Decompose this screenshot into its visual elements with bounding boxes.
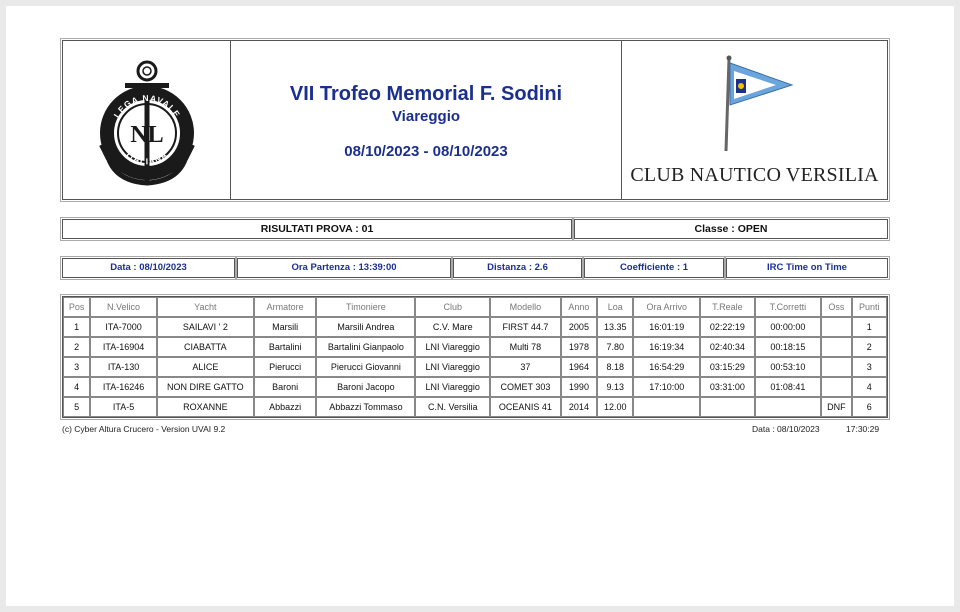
table-cell: 1978 xyxy=(561,337,597,357)
column-header: Punti xyxy=(852,297,887,317)
table-cell xyxy=(755,397,822,417)
table-cell xyxy=(700,397,755,417)
event-title-cell xyxy=(231,41,622,199)
table-cell: SAILAVI ' 2 xyxy=(157,317,254,337)
software-credit: (c) Cyber Altura Crucero - Version UVAI 9.2 xyxy=(62,424,226,434)
race-date: Data : 08/10/2023 xyxy=(62,258,235,278)
table-row xyxy=(63,317,887,337)
table-cell: Abbazzi Tommaso xyxy=(316,397,415,417)
table-row xyxy=(63,337,887,357)
column-header: T.Reale xyxy=(700,297,755,317)
table-cell: ITA-5 xyxy=(90,397,157,417)
table-cell: 1 xyxy=(63,317,90,337)
pennant-flag-icon xyxy=(622,41,887,159)
event-dates: 08/10/2023 - 08/10/2023 xyxy=(344,143,508,160)
svg-text:ITALIANA: ITALIANA xyxy=(124,149,170,167)
column-header: T.Corretti xyxy=(755,297,822,317)
table-cell xyxy=(821,337,851,357)
table-cell: 13.35 xyxy=(597,317,633,337)
table-row xyxy=(63,357,887,377)
table-cell: LNI Viareggio xyxy=(415,337,490,357)
table-cell: 02:40:34 xyxy=(700,337,755,357)
rating-system: IRC Time on Time xyxy=(726,258,888,278)
table-cell: Pierucci xyxy=(254,357,317,377)
print-date: Data : 08/10/2023 xyxy=(752,424,820,434)
table-row xyxy=(63,397,887,417)
column-header: Oss xyxy=(821,297,851,317)
table-cell: 3 xyxy=(63,357,90,377)
table-cell: CIABATTA xyxy=(157,337,254,357)
table-cell: Marsili Andrea xyxy=(316,317,415,337)
print-time: 17:30:29 xyxy=(846,424,880,434)
table-cell xyxy=(821,317,851,337)
table-cell: Pierucci Giovanni xyxy=(316,357,415,377)
table-cell: Baroni Jacopo xyxy=(316,377,415,397)
column-header: Loa xyxy=(597,297,633,317)
table-cell: 00:00:00 xyxy=(755,317,822,337)
table-cell: 02:22:19 xyxy=(700,317,755,337)
svg-text:LEGA NAVALE: LEGA NAVALE xyxy=(111,92,183,120)
table-cell: 2 xyxy=(852,337,887,357)
table-cell: LNI Viareggio xyxy=(415,357,490,377)
table-cell: ITA-130 xyxy=(90,357,157,377)
table-cell: 7.80 xyxy=(597,337,633,357)
table-cell: 01:08:41 xyxy=(755,377,822,397)
results-table xyxy=(62,296,888,418)
table-cell: 6 xyxy=(852,397,887,417)
right-logo-cell xyxy=(622,41,887,199)
table-cell: 00:53:10 xyxy=(755,357,822,377)
table-cell: 1990 xyxy=(561,377,597,397)
table-cell: NON DIRE GATTO xyxy=(157,377,254,397)
results-round-label: RISULTATI PROVA : 01 xyxy=(62,219,572,239)
distance: Distanza : 2.6 xyxy=(453,258,582,278)
table-cell: 03:15:29 xyxy=(700,357,755,377)
table-cell: 17:10:00 xyxy=(633,377,700,397)
column-header: Modello xyxy=(490,297,561,317)
table-row xyxy=(63,377,887,397)
table-cell: 8.18 xyxy=(597,357,633,377)
table-cell xyxy=(821,357,851,377)
table-header-row xyxy=(63,297,887,317)
event-location: Viareggio xyxy=(391,108,461,125)
table-cell: 3 xyxy=(852,357,887,377)
table-cell: 2005 xyxy=(561,317,597,337)
table-cell: 03:31:00 xyxy=(700,377,755,397)
table-cell: Baroni xyxy=(254,377,317,397)
table-cell: OCEANIS 41 xyxy=(490,397,561,417)
table-cell: ITA-16246 xyxy=(90,377,157,397)
table-cell: LNI Viareggio xyxy=(415,377,490,397)
table-cell: 2 xyxy=(63,337,90,357)
table-cell: Multi 78 xyxy=(490,337,561,357)
start-time: Ora Partenza : 13:39:00 xyxy=(237,258,451,278)
table-cell: 16:19:34 xyxy=(633,337,700,357)
table-cell: 00:18:15 xyxy=(755,337,822,357)
column-header: Pos xyxy=(63,297,90,317)
class-label: Classe : OPEN xyxy=(574,219,888,239)
table-cell: 16:54:29 xyxy=(633,357,700,377)
column-header: Timoniere xyxy=(316,297,415,317)
table-cell: 9.13 xyxy=(597,377,633,397)
table-cell: 5 xyxy=(63,397,90,417)
table-cell: COMET 303 xyxy=(490,377,561,397)
table-cell xyxy=(821,377,851,397)
club-name: CLUB NAUTICO VERSILIA xyxy=(630,164,879,186)
table-cell: 1964 xyxy=(561,357,597,377)
table-cell: ITA-16904 xyxy=(90,337,157,357)
anchor-emblem-icon xyxy=(63,41,231,199)
table-cell: 2014 xyxy=(561,397,597,417)
coefficient: Coefficiente : 1 xyxy=(584,258,724,278)
table-cell: 1 xyxy=(852,317,887,337)
column-header: Yacht xyxy=(157,297,254,317)
table-cell: 4 xyxy=(63,377,90,397)
column-header: Anno xyxy=(561,297,597,317)
event-header xyxy=(62,40,888,200)
table-cell: 12.00 xyxy=(597,397,633,417)
table-cell: Bartalini Gianpaolo xyxy=(316,337,415,357)
table-cell: Abbazzi xyxy=(254,397,317,417)
table-cell: Bartalini xyxy=(254,337,317,357)
table-cell: C.V. Mare xyxy=(415,317,490,337)
table-cell: FIRST 44.7 xyxy=(490,317,561,337)
column-header: Ora Arrivo xyxy=(633,297,700,317)
column-header: Armatore xyxy=(254,297,317,317)
event-title: VII Trofeo Memorial F. Sodini xyxy=(289,83,563,105)
table-cell: DNF xyxy=(821,397,851,417)
table-cell: ITA-7000 xyxy=(90,317,157,337)
column-header: Club xyxy=(415,297,490,317)
svg-text:NL: NL xyxy=(130,122,164,148)
table-cell: 16:01:19 xyxy=(633,317,700,337)
table-cell: 4 xyxy=(852,377,887,397)
table-cell xyxy=(633,397,700,417)
table-cell: Marsili xyxy=(254,317,317,337)
table-cell: 37 xyxy=(490,357,561,377)
table-cell: ROXANNE xyxy=(157,397,254,417)
table-cell: C.N. Versilia xyxy=(415,397,490,417)
left-logo-cell xyxy=(63,41,231,199)
column-header: N.Velico xyxy=(90,297,157,317)
table-cell: ALICE xyxy=(157,357,254,377)
